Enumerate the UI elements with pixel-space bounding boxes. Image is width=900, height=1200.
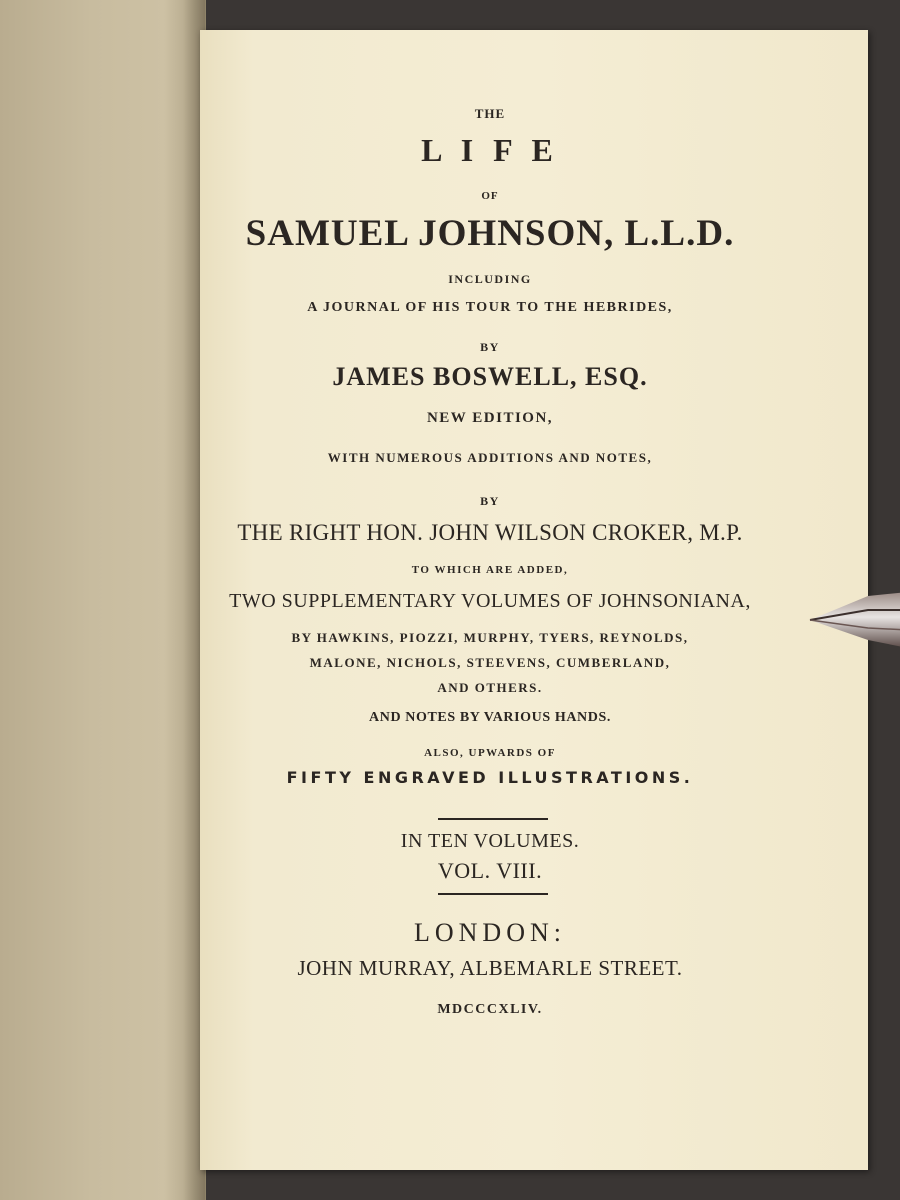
including-line: INCLUDING: [448, 272, 532, 286]
subject-name: SAMUEL JOHNSON, L.L.D.: [245, 213, 735, 254]
of-line: OF: [481, 190, 499, 202]
contributors-line-2: MALONE, NICHOLS, STEEVENS, CUMBERLAND,: [309, 655, 671, 670]
volume-number: VOL. VIII.: [437, 858, 543, 883]
contributors-line-3: AND OTHERS.: [437, 680, 543, 695]
city-line: LONDON:: [414, 918, 566, 947]
editor-name: THE RIGHT HON. JOHN WILSON CROKER, M.P.: [237, 520, 743, 545]
life-heading: L I F E: [421, 132, 559, 168]
supplementary-line: TWO SUPPLEMENTARY VOLUMES OF JOHNSONIANA,: [229, 590, 751, 612]
the-line: THE: [474, 106, 506, 121]
journal-line: A JOURNAL OF HIS TOUR TO THE HEBRIDES,: [307, 300, 673, 315]
upper-rule: [438, 818, 548, 820]
contributors-line-1: BY HAWKINS, PIOZZI, MURPHY, TYERS, REYNOLDS,: [291, 630, 689, 645]
by-line-1: BY: [480, 340, 500, 354]
lower-rule: [438, 893, 548, 895]
author-name: JAMES BOSWELL, ESQ.: [332, 362, 648, 391]
year-line: MDCCCXLIV.: [437, 1002, 543, 1017]
additions-line: WITH NUMEROUS ADDITIONS AND NOTES,: [327, 450, 653, 465]
pen-tip: [808, 588, 900, 650]
notes-line: AND NOTES BY VARIOUS HANDS.: [369, 710, 611, 725]
also-line: ALSO, UPWARDS OF: [424, 747, 556, 759]
edition-line: NEW EDITION,: [426, 410, 554, 426]
left-page: [0, 0, 206, 1200]
added-line: TO WHICH ARE ADDED,: [411, 564, 569, 576]
publisher-line: JOHN MURRAY, ALBEMARLE STREET.: [297, 956, 683, 980]
by-line-2: BY: [480, 494, 500, 508]
volumes-line: IN TEN VOLUMES.: [400, 830, 580, 852]
illustrations-line: FIFTY ENGRAVED ILLUSTRATIONS.: [286, 768, 694, 787]
